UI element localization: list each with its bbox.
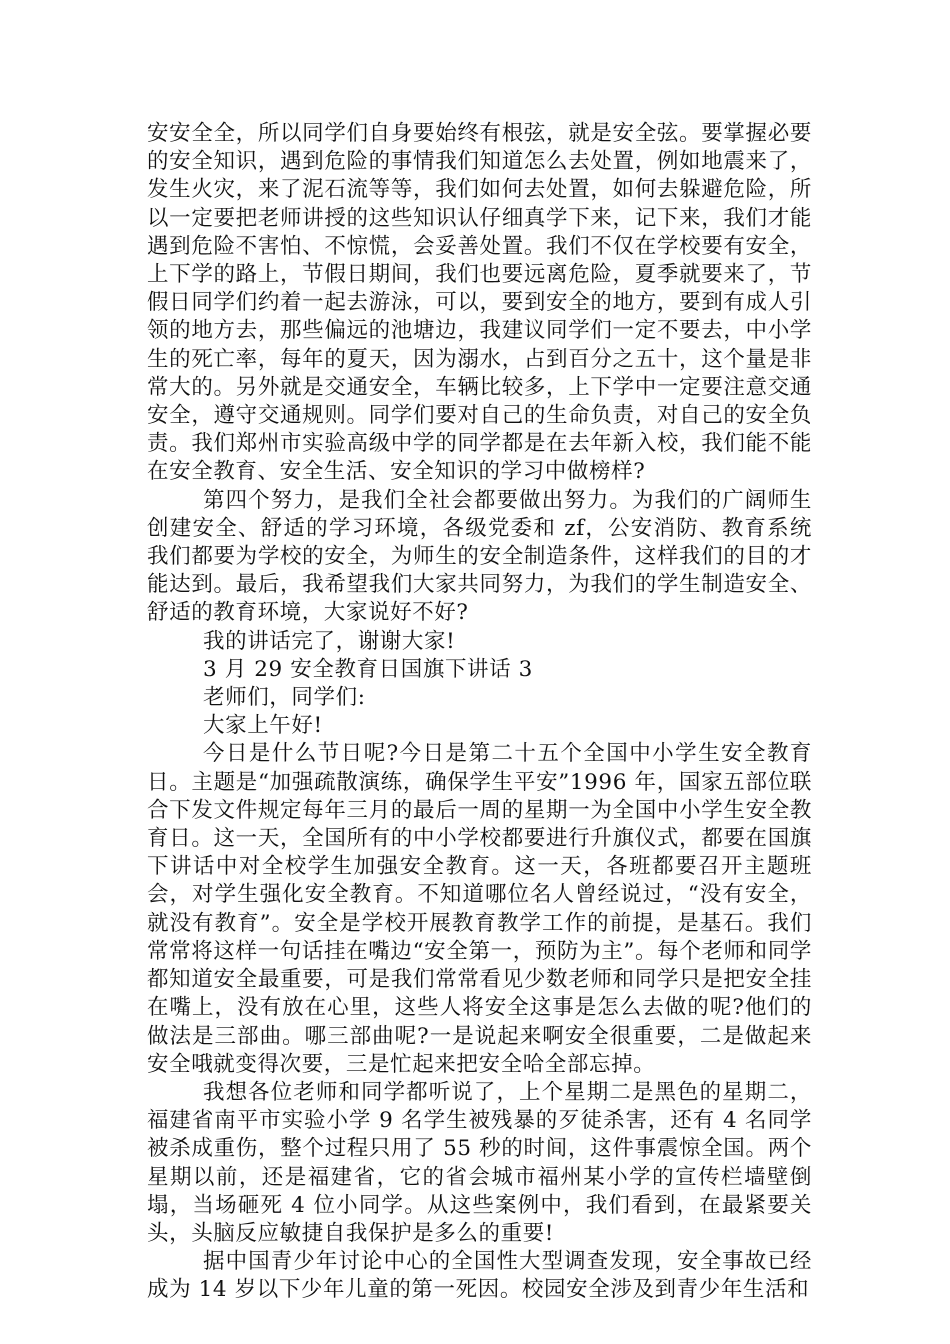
- paragraph-4: 3 月 29 安全教育日国旗下讲话 3: [203, 656, 533, 682]
- paragraph-3: 我的讲话完了，谢谢大家!: [203, 628, 456, 654]
- paragraph-7: 今日是什么节日呢?今日是第二十五个全国中小学生安全教育日。主题是“加强疏散演练，确保学生平安”1996 年，国家五部位联合下发文件规定每年三月的最后一周的星期一为全国中小学生安全教育日。这一天，全国所有的中小学校都要进行升旗仪式，都要在国旗下讲话中对全校学生加强安全教育。这一天，各班都要召开主题班会，对学生强化安全教育。不知道哪位名人曾经说过，“没有安全，就没有教育”。安全是学校开展教育教学工作的前提，是基石。我们常常将这样一句话挂在嘴边“安全第一，预防为主”。每个老师和同学都知道安全最重要，可是我们常常看见少数老师和同学只是把安全挂在嘴上，没有放在心里，这些人将安全这事是怎么去做的呢?他们的做法是三部曲。哪三部曲呢?一是说起来啊安全很重要，二是做起来安全哦就变得次要，三是忙起来把安全哈全部忘掉。: [147, 741, 812, 1077]
- paragraph-2: 第四个努力，是我们全社会都要做出努力。为我们的广阔师生创建安全、舒适的学习环境，各级党委和 zf，公安消防、教育系统我们都要为学校的安全，为师生的安全制造条件，这样我们的目的才能达到。最后，我希望我们大家共同努力，为我们的学生制造安全、舒适的教育环境，大家说好不好?: [147, 487, 812, 626]
- paragraph-1: 安安全全，所以同学们自身要始终有根弦，就是安全弦。要掌握必要的安全知识，遇到危险的事情我们知道怎么去处置，例如地震来了，发生火灾，来了泥石流等等，我们如何去处置，如何去躲避危险，所以一定要把老师讲授的这些知识认仔细真学下来，记下来，我们才能遇到危险不害怕、不惊慌，会妥善处置。我们不仅在学校要有安全，上下学的路上，节假日期间，我们也要远离危险，夏季就要来了，节假日同学们约着一起去游泳，可以，要到安全的地方，要到有成人引领的地方去，那些偏远的池塘边，我建议同学们一定不要去，中小学生的死亡率，每年的夏天，因为溺水，占到百分之五十，这个量是非常大的。另外就是交通安全，车辆比较多，上下学中一定要注意交通安全，遵守交通规则。同学们要对自己的生命负责，对自己的安全负责。我们郑州市实验高级中学的同学都是在去年新入校，我们能不能在安全教育、安全生活、安全知识的学习中做榜样?: [147, 121, 812, 485]
- paragraph-5: 老师们，同学们:: [203, 685, 366, 711]
- document-body: [147, 120, 812, 1305]
- paragraph-8: 我想各位老师和同学都听说了，上个星期二是黑色的星期二，福建省南平市实验小学 9 名学生被残暴的歹徒杀害，还有 4 名同学被杀成重伤，整个过程只用了 55 秒的时间，这件事震惊全国。两个星期以前，还是福建省，它的省会城市福州某小学的宣传栏墙壁倒塌，当场砸死 4 位小同学。从这些案例中，我们看到，在最紧要关头，头脑反应敏捷自我保护是多么的重要!: [147, 1079, 812, 1246]
- paragraph-9: 据中国青少年讨论中心的全国性大型调查发现，安全事故已经成为 14 岁以下少年儿童的第一死因。校园安全涉及到青少年生活和: [147, 1249, 812, 1303]
- paragraph-6: 大家上午好!: [203, 713, 323, 739]
